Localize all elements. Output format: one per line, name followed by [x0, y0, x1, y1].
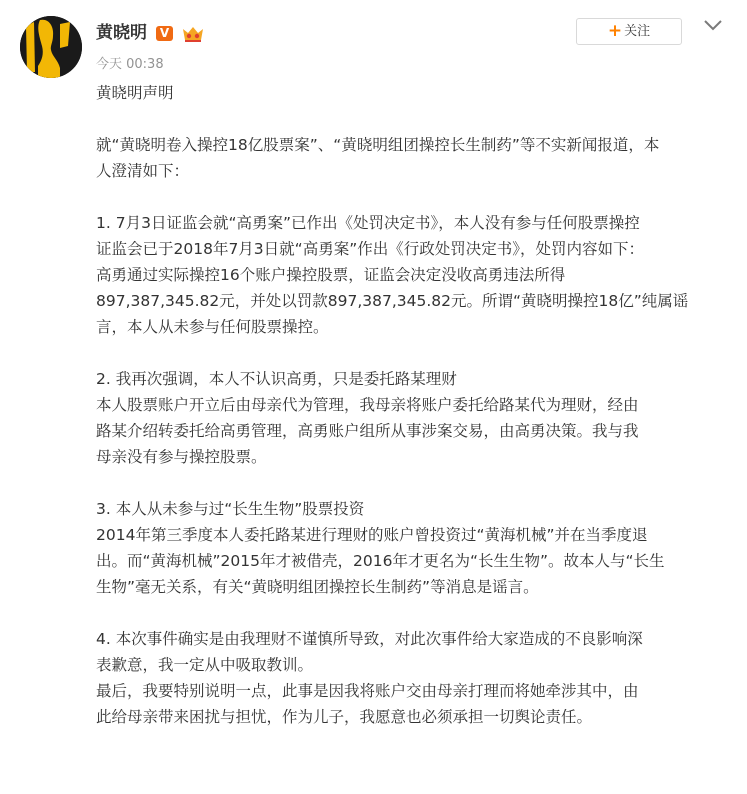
- section3-line: 生物”毫无关系，有关“黄晓明组团操控长生制药”等消息是谣言。: [96, 578, 539, 596]
- post-timestamp[interactable]: 今天 00:38: [96, 57, 164, 72]
- section1-line: 1. 7月3日证监会就“高勇案”已作出《处罚决定书》，本人没有参与任何股票操控: [96, 214, 640, 232]
- section1-line: 证监会已于2018年7月3日就“高勇案”作出《行政处罚决定书》，处罚内容如下：: [96, 240, 644, 258]
- section2-line: 路某介绍转委托给高勇管理，高勇账户组所从事涉案交易，由高勇决策。我与我: [96, 422, 639, 440]
- section2-line: 2. 我再次强调，本人不认识高勇，只是委托路某理财: [96, 370, 457, 388]
- section3-line: 3. 本人从未参与过“长生生物”股票投资: [96, 500, 365, 518]
- verified-badge-icon[interactable]: V: [156, 26, 173, 41]
- follow-button-label: 关注: [624, 24, 651, 39]
- avatar[interactable]: [20, 16, 82, 78]
- post-title: 黄晓明声明: [96, 84, 174, 102]
- intro-line: 人澄清如下：: [96, 162, 190, 180]
- section1-line: 言，本人从未参与任何股票操控。: [96, 318, 329, 336]
- avatar-silhouette-icon: [20, 16, 82, 78]
- section3-line: 2014年第三季度本人委托路某进行理财的账户曾投资过“黄海机械”并在当季度退: [96, 526, 648, 544]
- section2-line: 母亲没有参与操控股票。: [96, 448, 267, 466]
- member-crown-icon[interactable]: [180, 24, 206, 44]
- plus-icon: +: [607, 21, 623, 41]
- section1-line: 897,387,345.82元，并处以罚款897,387,345.82元。所谓“黄晓明操控18亿”纯属谣: [96, 292, 689, 310]
- section3-line: 出。而“黄海机械”2015年才被借壳，2016年才更名为“长生生物”。故本人与“长生: [96, 552, 665, 570]
- section4-line: 表歉意，我一定从中吸取教训。: [96, 656, 314, 674]
- post-content: [96, 80, 736, 730]
- section4-line: 4. 本次事件确实是由我理财不谨慎所导致，对此次事件给大家造成的不良影响深: [96, 630, 643, 648]
- intro-line: 就“黄晓明卷入操控18亿股票案”、“黄晓明组团操控长生制药”等不实新闻报道，本: [96, 136, 660, 154]
- section1-line: 高勇通过实际操控16个账户操控股票，证监会决定没收高勇违法所得: [96, 266, 566, 284]
- section4-line: 最后，我要特别说明一点，此事是因我将账户交由母亲打理而将她牵涉其中，由: [96, 682, 639, 700]
- chevron-down-icon[interactable]: [702, 16, 724, 34]
- section4-line: 此给母亲带来困扰与担忧，作为儿子，我愿意也必须承担一切舆论责任。: [96, 708, 593, 726]
- author-name[interactable]: 黄晓明: [96, 23, 147, 43]
- follow-button[interactable]: [576, 18, 682, 45]
- section2-line: 本人股票账户开立后由母亲代为管理，我母亲将账户委托给路某代为理财，经由: [96, 396, 639, 414]
